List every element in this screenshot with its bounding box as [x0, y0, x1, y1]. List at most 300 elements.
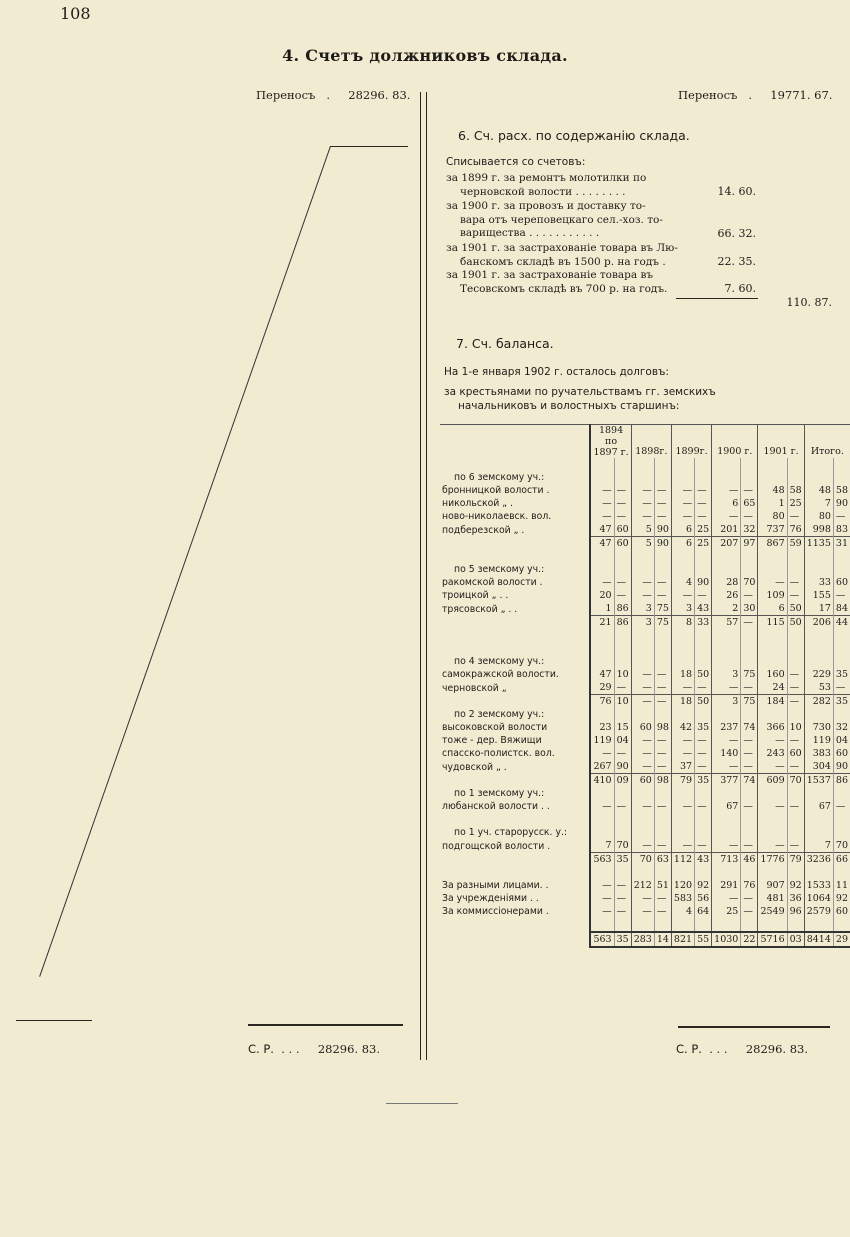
- table-row: [440, 747, 850, 760]
- rubles-cell: —: [631, 484, 654, 497]
- kopecks-cell: —: [695, 589, 712, 602]
- kopecks-cell: —: [654, 905, 671, 918]
- row-label: [440, 866, 590, 879]
- kopecks-cell: —: [614, 892, 631, 905]
- spacer-row: [440, 642, 850, 655]
- bottom-short-rule: [386, 1103, 458, 1104]
- rubles-cell: [804, 787, 833, 800]
- rubles-cell: [804, 708, 833, 721]
- rubles-cell: 5: [631, 537, 654, 551]
- rubles-cell: 563: [590, 932, 614, 947]
- section6-item-1-line1: за 1899 г. за ремонтъ молотилки по: [446, 172, 647, 184]
- kopecks-cell: 70: [614, 839, 631, 853]
- kopecks-cell: 76: [741, 879, 758, 892]
- kopecks-cell: [654, 787, 671, 800]
- rubles-cell: 1: [590, 602, 614, 616]
- rubles-cell: 24: [758, 681, 787, 695]
- kopecks-cell: [741, 642, 758, 655]
- table-row: [440, 681, 850, 695]
- kopecks-cell: [654, 642, 671, 655]
- district-header-row: [440, 563, 850, 576]
- row-label: ново-николаевск. вол.: [442, 511, 552, 522]
- table-row: [440, 892, 850, 905]
- kopecks-cell: —: [787, 839, 804, 853]
- rubles-cell: 283: [631, 932, 654, 947]
- kopecks-cell: 60: [833, 747, 850, 760]
- kopecks-cell: —: [741, 800, 758, 813]
- kopecks-cell: [654, 471, 671, 484]
- row-label: [440, 932, 590, 947]
- rubles-cell: 377: [712, 774, 741, 788]
- rubles-cell: [758, 563, 787, 576]
- rubles-cell: —: [631, 681, 654, 695]
- rubles-cell: 112: [671, 853, 694, 867]
- rubles-cell: [631, 642, 654, 655]
- kopecks-cell: 50: [787, 616, 804, 630]
- section7-subintro-line2: начальниковъ и волостныхъ старшинъ:: [458, 399, 680, 412]
- balance-table: [440, 424, 850, 948]
- row-label: [440, 853, 590, 867]
- row-label: бронницкой волости .: [442, 485, 550, 496]
- row-label: по 2 земскому уч.:: [454, 709, 545, 720]
- rubles-cell: 7: [590, 839, 614, 853]
- kopecks-cell: —: [787, 510, 804, 523]
- kopecks-cell: 74: [741, 721, 758, 734]
- rubles-cell: [671, 826, 694, 839]
- kopecks-cell: —: [654, 497, 671, 510]
- kopecks-cell: 10: [787, 721, 804, 734]
- kopecks-cell: 75: [654, 616, 671, 630]
- rubles-cell: [590, 708, 614, 721]
- row-label: [440, 537, 590, 551]
- kopecks-cell: —: [654, 839, 671, 853]
- rubles-cell: —: [631, 695, 654, 709]
- kopecks-cell: 14: [654, 932, 671, 947]
- kopecks-cell: [741, 471, 758, 484]
- kopecks-cell: [614, 550, 631, 563]
- rubles-cell: [712, 655, 741, 668]
- kopecks-cell: [741, 563, 758, 576]
- kopecks-cell: 31: [833, 537, 850, 551]
- kopecks-cell: —: [787, 589, 804, 602]
- rubles-cell: —: [671, 747, 694, 760]
- rubles-cell: 18: [671, 695, 694, 709]
- rubles-cell: —: [671, 589, 694, 602]
- rubles-cell: —: [631, 892, 654, 905]
- kopecks-cell: 70: [787, 774, 804, 788]
- rubles-cell: —: [631, 576, 654, 589]
- rubles-cell: 6: [671, 537, 694, 551]
- rubles-cell: —: [631, 497, 654, 510]
- rubles-cell: [758, 866, 787, 879]
- kopecks-cell: —: [614, 747, 631, 760]
- rubles-cell: —: [631, 668, 654, 681]
- kopecks-cell: 22: [741, 932, 758, 947]
- kopecks-cell: 63: [654, 853, 671, 867]
- rubles-cell: —: [671, 484, 694, 497]
- kopecks-cell: 09: [614, 774, 631, 788]
- kopecks-cell: 60: [787, 747, 804, 760]
- page-title: 4. Счетъ должниковъ склада.: [282, 46, 568, 65]
- rubles-cell: —: [631, 734, 654, 747]
- rubles-cell: —: [758, 576, 787, 589]
- kopecks-cell: 10: [614, 668, 631, 681]
- row-label: по 4 земскому уч.:: [454, 656, 545, 667]
- section6-heading: 6. Сч. расх. по содержанію склада.: [458, 128, 690, 143]
- rubles-cell: [804, 655, 833, 668]
- kopecks-cell: 33: [695, 616, 712, 630]
- kopecks-cell: [614, 708, 631, 721]
- rubles-cell: 155: [804, 589, 833, 602]
- kopecks-cell: —: [741, 589, 758, 602]
- rubles-cell: 17: [804, 602, 833, 616]
- kopecks-cell: —: [654, 760, 671, 774]
- kopecks-cell: —: [833, 800, 850, 813]
- rubles-cell: [712, 563, 741, 576]
- rubles-cell: 76: [590, 695, 614, 709]
- rubles-cell: —: [590, 497, 614, 510]
- kopecks-cell: [787, 471, 804, 484]
- rubles-cell: 366: [758, 721, 787, 734]
- kopecks-cell: 70: [741, 576, 758, 589]
- rubles-cell: [712, 550, 741, 563]
- kopecks-cell: [695, 708, 712, 721]
- rubles-cell: 229: [804, 668, 833, 681]
- kopecks-cell: [833, 918, 850, 932]
- kopecks-cell: 60: [614, 523, 631, 537]
- row-label: по 6 земскому уч.:: [454, 472, 545, 483]
- kopecks-cell: [833, 629, 850, 642]
- table-row: [440, 484, 850, 497]
- balance-header-row: [440, 425, 850, 459]
- rubles-cell: 29: [590, 681, 614, 695]
- district-header-row: [440, 708, 850, 721]
- kopecks-cell: 90: [654, 523, 671, 537]
- kopecks-cell: 98: [654, 721, 671, 734]
- kopecks-cell: 70: [833, 839, 850, 853]
- rubles-cell: —: [631, 760, 654, 774]
- kopecks-cell: —: [614, 800, 631, 813]
- rubles-cell: —: [590, 484, 614, 497]
- rubles-cell: [671, 866, 694, 879]
- row-label: трясовской „ . .: [442, 603, 518, 615]
- rubles-cell: 60: [631, 774, 654, 788]
- left-total-rule: [248, 1024, 403, 1026]
- right-total-rule: [678, 1026, 830, 1028]
- kopecks-cell: 51: [654, 879, 671, 892]
- row-label: ракомской волости .: [442, 577, 543, 588]
- rubles-cell: 291: [712, 879, 741, 892]
- kopecks-cell: —: [614, 484, 631, 497]
- rubles-cell: 6: [671, 523, 694, 537]
- kopecks-cell: [614, 866, 631, 879]
- rubles-cell: 80: [758, 510, 787, 523]
- kopecks-cell: —: [695, 800, 712, 813]
- rubles-cell: [671, 655, 694, 668]
- kopecks-cell: 25: [787, 497, 804, 510]
- kopecks-cell: 66: [833, 853, 850, 867]
- kopecks-cell: —: [614, 576, 631, 589]
- kopecks-cell: —: [741, 747, 758, 760]
- kopecks-cell: [695, 787, 712, 800]
- kopecks-cell: [741, 787, 758, 800]
- kopecks-cell: 86: [614, 616, 631, 630]
- rubles-cell: [590, 787, 614, 800]
- table-row: [440, 602, 850, 616]
- table-row: [440, 760, 850, 774]
- kopecks-cell: [787, 813, 804, 826]
- rubles-cell: 7: [804, 497, 833, 510]
- kopecks-cell: 35: [833, 668, 850, 681]
- rubles-cell: [590, 550, 614, 563]
- kopecks-cell: [695, 918, 712, 932]
- kopecks-cell: 50: [695, 695, 712, 709]
- kopecks-cell: —: [654, 892, 671, 905]
- rubles-cell: 206: [804, 616, 833, 630]
- row-label: по 1 уч. старорусск. у.:: [454, 827, 568, 838]
- kopecks-cell: 90: [833, 760, 850, 774]
- rubles-cell: 867: [758, 537, 787, 551]
- rubles-cell: 6: [712, 497, 741, 510]
- rubles-cell: 160: [758, 668, 787, 681]
- rubles-cell: 33: [804, 576, 833, 589]
- rubles-cell: 207: [712, 537, 741, 551]
- row-label: [440, 458, 590, 471]
- section7-intro: На 1-е января 1902 г. осталось долговъ:: [444, 366, 669, 378]
- section7-subintro-line1: за крестьянами по ручательствамъ гг. земскихъ: [444, 386, 716, 398]
- right-carry-dots: .: [748, 88, 752, 102]
- table-row: [440, 800, 850, 813]
- table-row: [440, 510, 850, 523]
- rubles-cell: [671, 629, 694, 642]
- rubles-cell: [671, 642, 694, 655]
- rubles-cell: 730: [804, 721, 833, 734]
- kopecks-cell: [741, 826, 758, 839]
- section6-item-4-amount: 7. 60.: [724, 282, 756, 295]
- rubles-cell: —: [590, 892, 614, 905]
- rubles-cell: 57: [712, 616, 741, 630]
- kopecks-cell: [833, 866, 850, 879]
- kopecks-cell: 35: [695, 774, 712, 788]
- kopecks-cell: [741, 550, 758, 563]
- rubles-cell: 5: [631, 523, 654, 537]
- kopecks-cell: 83: [833, 523, 850, 537]
- kopecks-cell: [614, 629, 631, 642]
- right-carry-label: Переносъ: [678, 88, 738, 102]
- kopecks-cell: 46: [741, 853, 758, 867]
- rubles-cell: [758, 813, 787, 826]
- rubles-cell: 237: [712, 721, 741, 734]
- kopecks-cell: [833, 563, 850, 576]
- rubles-cell: —: [671, 839, 694, 853]
- kopecks-cell: [614, 458, 631, 471]
- kopecks-cell: [787, 787, 804, 800]
- section6-item-4: [446, 269, 686, 296]
- kopecks-cell: [741, 813, 758, 826]
- table-row: [440, 576, 850, 589]
- kopecks-cell: —: [654, 734, 671, 747]
- kopecks-cell: —: [741, 892, 758, 905]
- rubles-cell: 47: [590, 668, 614, 681]
- kopecks-cell: —: [654, 668, 671, 681]
- rubles-cell: 998: [804, 523, 833, 537]
- kopecks-cell: [787, 458, 804, 471]
- kopecks-cell: —: [833, 681, 850, 695]
- kopecks-cell: —: [654, 747, 671, 760]
- rubles-cell: —: [758, 839, 787, 853]
- row-label: самокражской волости.: [442, 669, 559, 680]
- rubles-cell: 5716: [758, 932, 787, 947]
- kopecks-cell: [614, 655, 631, 668]
- kopecks-cell: 36: [787, 892, 804, 905]
- rubles-cell: [671, 787, 694, 800]
- section6-item-2-line3: варищества . . . . . . . . . . .: [460, 227, 600, 239]
- rubles-cell: [631, 918, 654, 932]
- kopecks-cell: —: [695, 839, 712, 853]
- rubles-cell: 1135: [804, 537, 833, 551]
- rubles-cell: 70: [631, 853, 654, 867]
- col-1894-1897: 1894 по 1897 г.: [590, 425, 631, 459]
- row-label: [440, 695, 590, 709]
- rubles-cell: —: [712, 484, 741, 497]
- kopecks-cell: —: [654, 681, 671, 695]
- rubles-cell: 4: [671, 576, 694, 589]
- kopecks-cell: [654, 629, 671, 642]
- district-header-row: [440, 655, 850, 668]
- rubles-cell: 47: [590, 523, 614, 537]
- rubles-cell: —: [671, 681, 694, 695]
- kopecks-cell: 64: [695, 905, 712, 918]
- kopecks-cell: [787, 655, 804, 668]
- row-label: [440, 550, 590, 563]
- kopecks-cell: [695, 471, 712, 484]
- rubles-cell: [758, 642, 787, 655]
- kopecks-cell: [614, 787, 631, 800]
- kopecks-cell: —: [787, 800, 804, 813]
- kopecks-cell: 74: [741, 774, 758, 788]
- kopecks-cell: 30: [741, 602, 758, 616]
- rubles-cell: —: [671, 800, 694, 813]
- table-row: [440, 497, 850, 510]
- rubles-cell: 3: [631, 616, 654, 630]
- kopecks-cell: 03: [787, 932, 804, 947]
- kopecks-cell: [654, 708, 671, 721]
- kopecks-cell: 25: [695, 523, 712, 537]
- subtotal-row: [440, 932, 850, 947]
- section6-item-4-line2: Тесовскомъ складѣ въ 700 р. на годъ.: [460, 282, 668, 295]
- table-row: [440, 879, 850, 892]
- table-row: [440, 721, 850, 734]
- kopecks-cell: 75: [654, 602, 671, 616]
- cancel-diagonal-line: [39, 146, 331, 977]
- kopecks-cell: [833, 826, 850, 839]
- kopecks-cell: 75: [741, 668, 758, 681]
- kopecks-cell: —: [654, 576, 671, 589]
- rubles-cell: [590, 655, 614, 668]
- section6-total: 110. 87.: [786, 296, 832, 309]
- left-carry: [256, 88, 410, 102]
- kopecks-cell: 10: [614, 695, 631, 709]
- kopecks-cell: 79: [787, 853, 804, 867]
- right-total: [676, 1042, 808, 1056]
- section7-subintro: [444, 386, 716, 413]
- rubles-cell: 109: [758, 589, 787, 602]
- rubles-cell: —: [631, 839, 654, 853]
- kopecks-cell: [695, 642, 712, 655]
- left-carry-label: Переносъ: [256, 88, 316, 102]
- row-label: [440, 813, 590, 826]
- kopecks-cell: —: [787, 681, 804, 695]
- kopecks-cell: —: [741, 616, 758, 630]
- rubles-cell: [712, 787, 741, 800]
- rubles-cell: [671, 458, 694, 471]
- kopecks-cell: [741, 458, 758, 471]
- kopecks-cell: 04: [833, 734, 850, 747]
- rubles-cell: 212: [631, 879, 654, 892]
- row-label: [440, 642, 590, 655]
- rubles-cell: 1537: [804, 774, 833, 788]
- rubles-cell: 119: [590, 734, 614, 747]
- kopecks-cell: 84: [833, 602, 850, 616]
- rubles-cell: [631, 655, 654, 668]
- kopecks-cell: [654, 918, 671, 932]
- kopecks-cell: [614, 642, 631, 655]
- kopecks-cell: —: [654, 695, 671, 709]
- rubles-cell: 26: [712, 589, 741, 602]
- subtotal-row: [440, 537, 850, 551]
- row-label: подберезской „ .: [442, 524, 525, 536]
- kopecks-cell: [833, 708, 850, 721]
- left-total-label: С. Р.: [248, 1042, 274, 1056]
- rubles-cell: 243: [758, 747, 787, 760]
- kopecks-cell: [833, 471, 850, 484]
- kopecks-cell: 44: [833, 616, 850, 630]
- kopecks-cell: —: [695, 681, 712, 695]
- row-label: любанской волости . .: [442, 801, 550, 812]
- rubles-cell: —: [712, 839, 741, 853]
- kopecks-cell: 50: [787, 602, 804, 616]
- rubles-cell: [631, 826, 654, 839]
- kopecks-cell: —: [695, 747, 712, 760]
- rubles-cell: [712, 826, 741, 839]
- rubles-cell: 60: [631, 721, 654, 734]
- kopecks-cell: [741, 918, 758, 932]
- rubles-cell: —: [631, 747, 654, 760]
- rubles-cell: 20: [590, 589, 614, 602]
- rubles-cell: 140: [712, 747, 741, 760]
- section6-item-3-amount: 22. 35.: [717, 255, 756, 268]
- kopecks-cell: —: [654, 484, 671, 497]
- kopecks-cell: [695, 655, 712, 668]
- section6-item-1: [446, 172, 676, 199]
- row-label: тоже - дер. Вяжищи: [442, 735, 542, 746]
- kopecks-cell: [614, 563, 631, 576]
- rubles-cell: 481: [758, 892, 787, 905]
- rubles-cell: [758, 826, 787, 839]
- rubles-cell: [804, 550, 833, 563]
- row-label: высоковской волости: [442, 722, 548, 733]
- rubles-cell: —: [631, 510, 654, 523]
- kopecks-cell: 96: [787, 905, 804, 918]
- kopecks-cell: [654, 866, 671, 879]
- kopecks-cell: 76: [787, 523, 804, 537]
- kopecks-cell: —: [695, 484, 712, 497]
- kopecks-cell: —: [614, 510, 631, 523]
- kopecks-cell: [695, 826, 712, 839]
- kopecks-cell: [833, 655, 850, 668]
- rubles-cell: 1533: [804, 879, 833, 892]
- rubles-cell: [631, 813, 654, 826]
